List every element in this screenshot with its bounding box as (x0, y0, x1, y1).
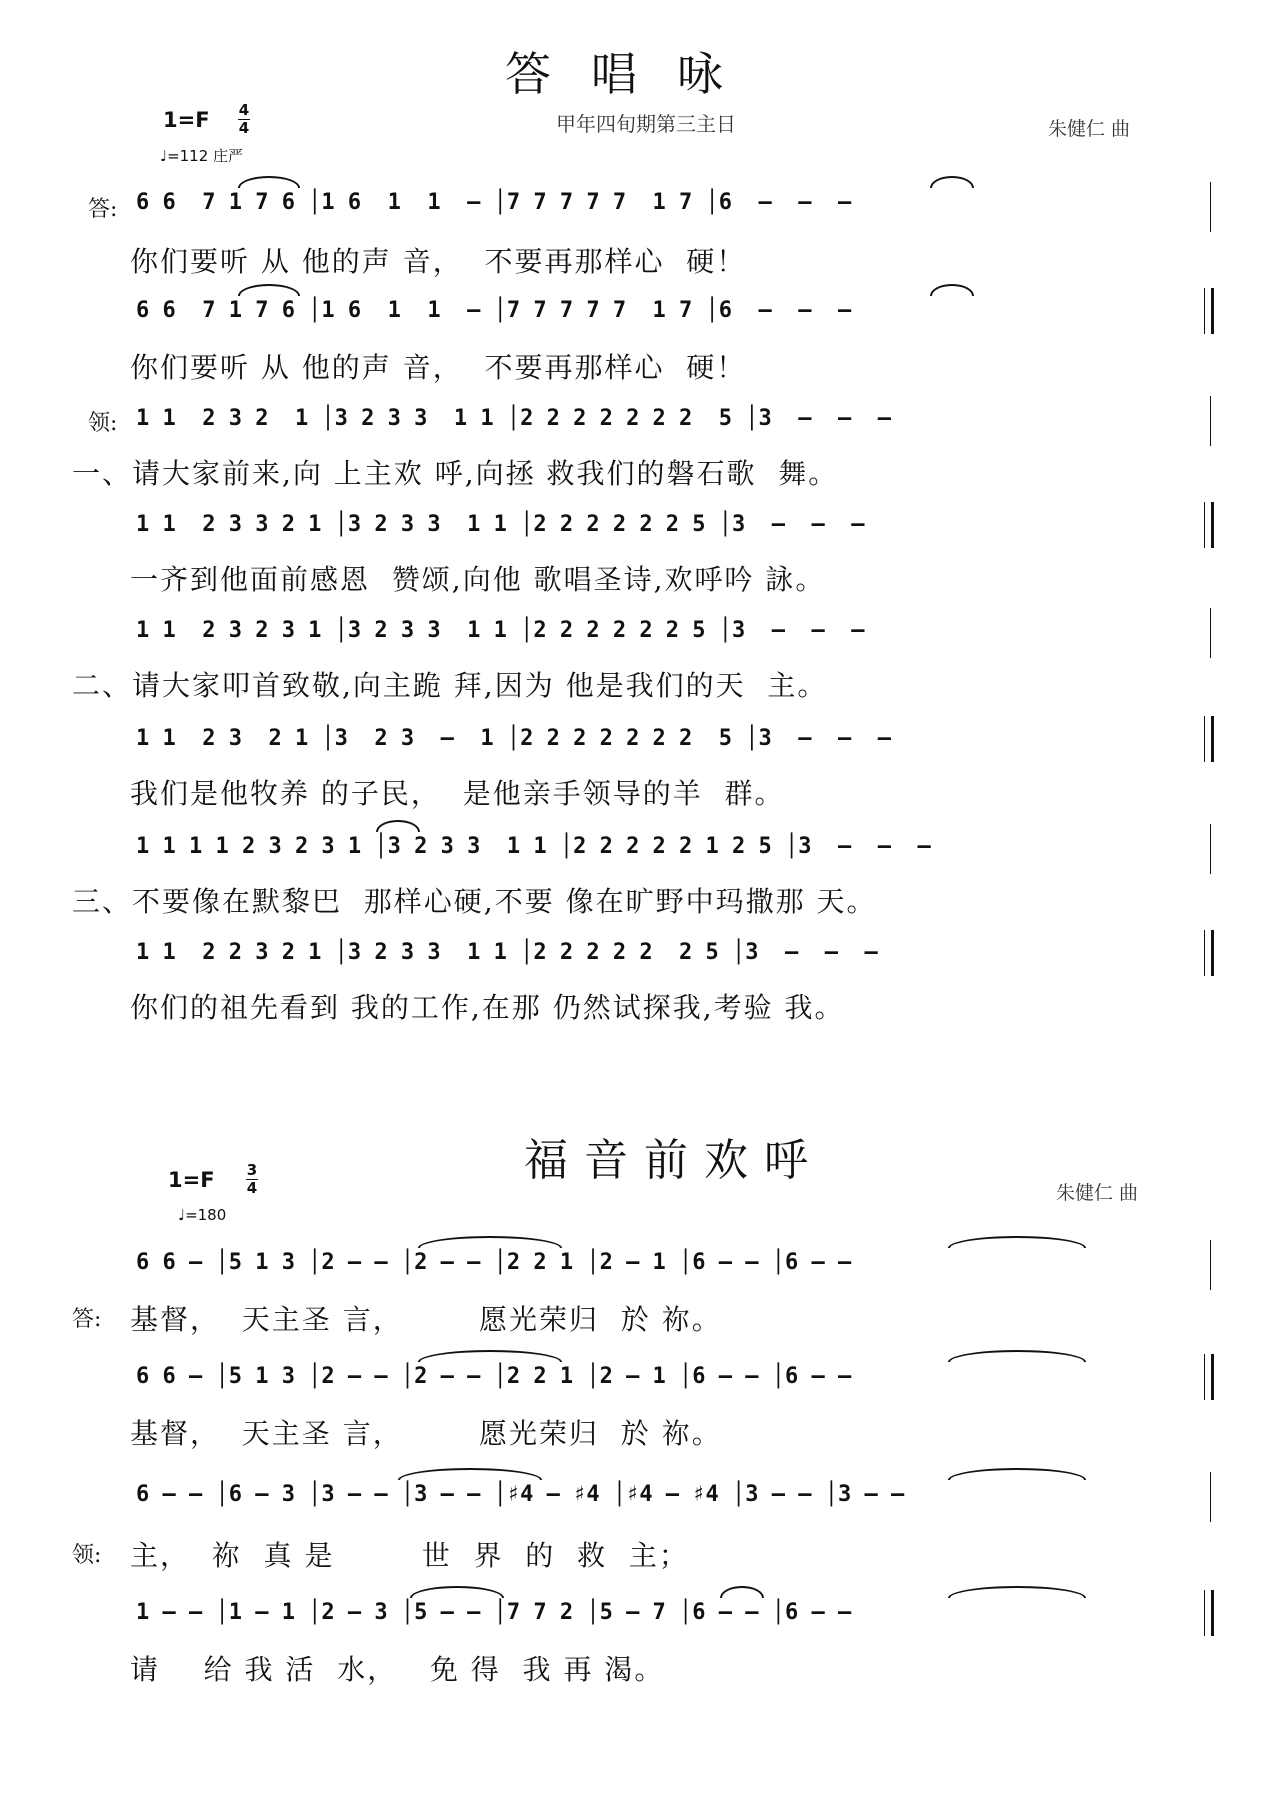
slur (720, 1586, 764, 1598)
bar-line (1210, 608, 1211, 658)
song1-row8-lyrics: 你们的祖先看到 我的工作,在那 仍然试探我,考验 我。 (130, 991, 845, 1024)
double-bar-line (1204, 1590, 1214, 1636)
song1-row2-notes: 6 6 7 1 7 6 │1 6 1 1 – │7 7 7 7 7 1 7 │6 – – – (136, 298, 852, 323)
song1-row3-lyrics: 一、请大家前来,向 上主欢 呼,向拯 救我们的磐石歌 舞。 (72, 457, 839, 490)
double-bar-line (1204, 288, 1214, 334)
song1-composer: 朱健仁 曲 (1048, 118, 1131, 140)
double-bar-line (1204, 502, 1214, 548)
bar-line (1210, 824, 1211, 874)
slur (418, 1350, 562, 1362)
song1-refrain-label: 答: (88, 197, 118, 222)
slur (418, 1236, 562, 1248)
double-bar-line (1204, 716, 1214, 762)
slur (238, 176, 300, 188)
song1-tempo: ♩=112 庄严 (160, 147, 244, 165)
song2-row1-lyrics: 基督， 天主圣 言， 愿光荣归 於 祢。 (130, 1303, 722, 1336)
song1-time-signature (238, 103, 250, 136)
double-bar-line (1204, 930, 1214, 976)
slur (410, 1586, 504, 1598)
time-top: 3 (246, 1161, 258, 1179)
song2-time-signature (246, 1163, 258, 1196)
song2-composer: 朱健仁 曲 (1056, 1182, 1139, 1204)
slur (376, 820, 420, 832)
song2-row3-lyrics: 主， 祢 真 是 世 界 的 救 主； (130, 1539, 689, 1572)
song1-row6-notes: 1 1 2 3 2 1 │3 2 3 – 1 │2 2 2 2 2 2 2 5 │3 – – – (136, 726, 891, 751)
bar-line (1210, 1472, 1211, 1522)
song2-refrain-label: 答: (72, 1307, 102, 1332)
song2-row3-notes: 6 – – │6 – 3 │3 – – │3 – – │♯4 – ♯4 │♯4 – ♯4 │3 – – │3 – – (136, 1482, 905, 1507)
slur (930, 176, 974, 188)
time-top: 4 (238, 101, 250, 119)
song1-row5-lyrics: 二、请大家叩首致敬,向主跪 拜,因为 他是我们的天 主。 (72, 669, 828, 702)
song1-row6-lyrics: 我们是他牧养 的子民， 是他亲手领导的羊 群。 (130, 777, 785, 810)
song2-leader-label: 领: (72, 1543, 102, 1568)
song2-row1-notes: 6 6 – │5 1 3 │2 – – │2 – – │2 2 1 │2 – 1 │6 – – │6 – – (136, 1250, 852, 1275)
song2-row2-notes: 6 6 – │5 1 3 │2 – – │2 – – │2 2 1 │2 – 1 │6 – – │6 – – (136, 1364, 852, 1389)
song2-row4-lyrics: 请 给 我 活 水， 免 得 我 再 渴。 (130, 1653, 665, 1686)
song1-row4-notes: 1 1 2 3 3 2 1 │3 2 3 3 1 1 │2 2 2 2 2 2 5 │3 – – – (136, 512, 865, 537)
song2-title: 福音前欢呼 (524, 1135, 824, 1186)
slur (398, 1468, 542, 1480)
song2-key: 1=F (168, 1168, 215, 1192)
song1-row5-notes: 1 1 2 3 2 3 1 │3 2 3 3 1 1 │2 2 2 2 2 2 5 │3 – – – (136, 618, 865, 643)
song2-tempo: ♩=180 (178, 1206, 227, 1224)
slur (948, 1586, 1086, 1598)
song1-leader-label: 领: (88, 411, 118, 436)
slur (238, 284, 300, 296)
song1-row3-notes: 1 1 2 3 2 1 │3 2 3 3 1 1 │2 2 2 2 2 2 2 5 │3 – – – (136, 406, 891, 431)
bar-line (1210, 1240, 1211, 1290)
bar-line (1210, 396, 1211, 446)
song1-row7-notes: 1 1 1 1 2 3 2 3 1 │3 2 3 3 1 1 │2 2 2 2 2 1 2 5 │3 – – – (136, 834, 931, 859)
song2-row2-lyrics: 基督， 天主圣 言， 愿光荣归 於 祢。 (130, 1417, 722, 1450)
song1-row1-lyrics: 你们要听 从 他的声 音， 不要再那样心 硬！ (130, 245, 747, 278)
song1-row2-lyrics: 你们要听 从 他的声 音， 不要再那样心 硬！ (130, 351, 747, 384)
song1-row7-lyrics: 三、不要像在默黎巴 那样心硬,不要 像在旷野中玛撒那 天。 (72, 885, 877, 918)
slur (948, 1236, 1086, 1248)
bar-line (1210, 182, 1211, 232)
time-bottom: 4 (238, 119, 250, 137)
song1-subtitle: 甲年四旬期第三主日 (556, 112, 736, 136)
slur (948, 1350, 1086, 1362)
song1-row1-notes: 6 6 7 1 7 6 │1 6 1 1 – │7 7 7 7 7 1 7 │6 – – – (136, 190, 852, 215)
song1-row8-notes: 1 1 2 2 3 2 1 │3 2 3 3 1 1 │2 2 2 2 2 2 5 │3 – – – (136, 940, 878, 965)
slur (930, 284, 974, 296)
time-bottom: 4 (246, 1179, 258, 1197)
song1-key: 1=F (163, 108, 210, 132)
slur (948, 1468, 1086, 1480)
song2-row4-notes: 1 – – │1 – 1 │2 – 3 │5 – – │7 7 2 │5 – 7 │6 – – │6 – – (136, 1600, 852, 1625)
song1-row4-lyrics: 一齐到他面前感恩 赞颂,向他 歌唱圣诗,欢呼吟 詠。 (130, 563, 826, 596)
song1-title: 答唱咏 (505, 47, 763, 101)
double-bar-line (1204, 1354, 1214, 1400)
